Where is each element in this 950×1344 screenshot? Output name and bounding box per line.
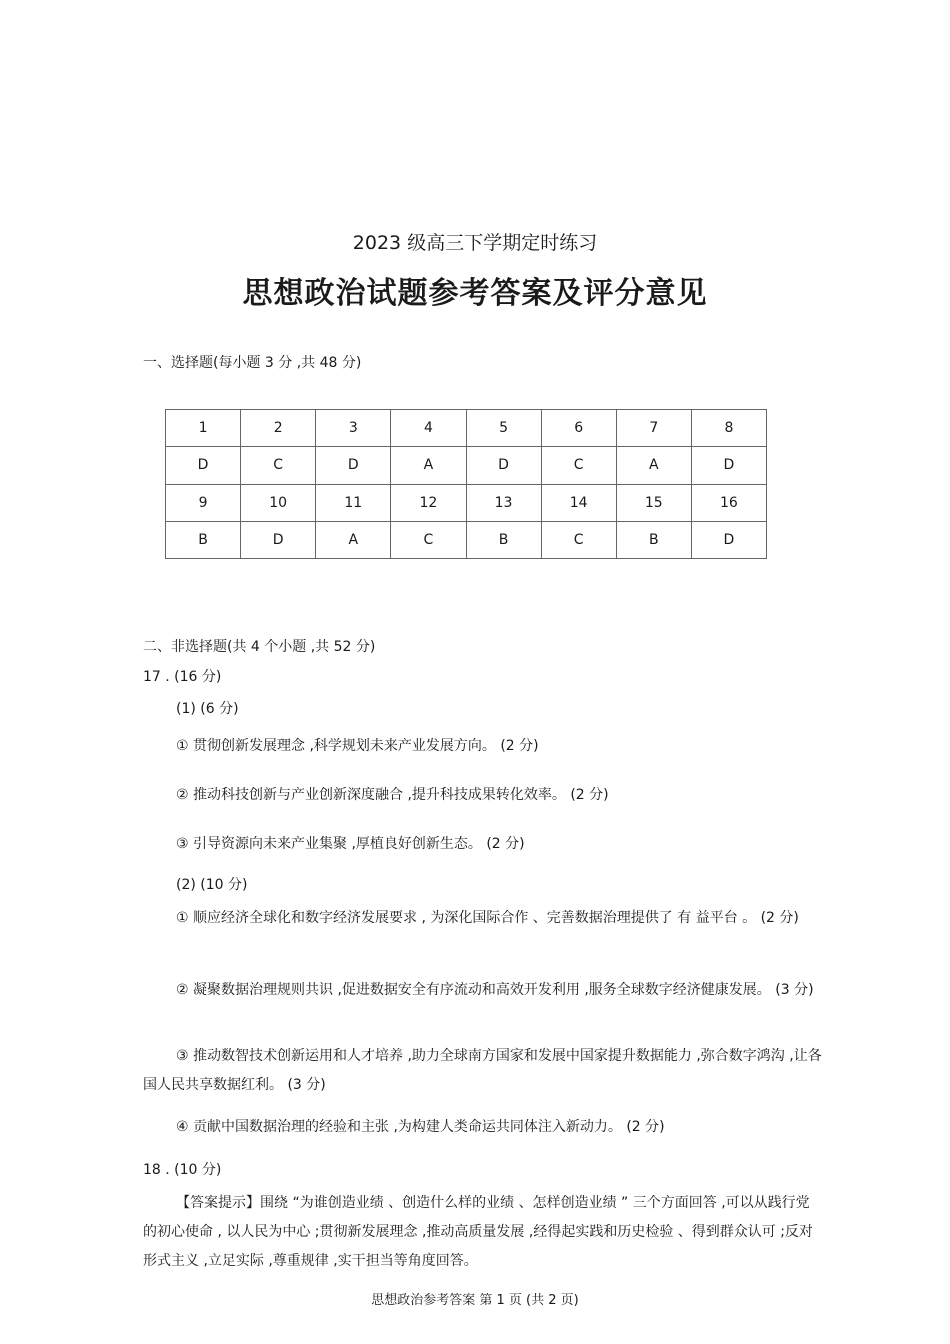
question-number-cell: 10 — [241, 484, 316, 521]
answer-cell: C — [391, 521, 466, 558]
question-number-cell: 11 — [316, 484, 391, 521]
section2-heading: 二、非选择题(共 4 个小题 ,共 52 分) — [143, 639, 376, 655]
q17-part1-item: ③ 引导资源向未来产业集聚 ,厚植良好创新生态。 (2 分) — [176, 836, 525, 852]
page-footer: 思想政治参考答案 第 1 页 (共 2 页) — [371, 1293, 579, 1308]
answer-cell: D — [466, 447, 541, 484]
answer-cell: D — [166, 447, 241, 484]
question-number-cell: 3 — [316, 410, 391, 447]
q17-part2-item: ③ 推动数智技术创新运用和人才培养 ,助力全球南方国家和发展中国家提升数据能力 ,弥合数字鸿沟 ,让各国人民共享数据红利。 (3 分) — [143, 1048, 822, 1093]
question-number-cell: 14 — [541, 484, 616, 521]
answer-cell: A — [316, 521, 391, 558]
page-title: 思想政治试题参考答案及评分意见 — [242, 276, 708, 311]
question-number-cell: 7 — [616, 410, 691, 447]
q18-label: 18 . (10 分) — [143, 1162, 222, 1178]
answer-cell: C — [541, 447, 616, 484]
answer-cell: D — [316, 447, 391, 484]
question-number-cell: 6 — [541, 410, 616, 447]
q17-part2-item: ① 顺应经济全球化和数字经济发展要求 , 为深化国际合作 、完善数据治理提供了 有 益平台 。 (2 分) — [176, 910, 799, 926]
answer-cell: A — [391, 447, 466, 484]
answer-cell: D — [691, 447, 766, 484]
answer-cell: B — [466, 521, 541, 558]
question-number-cell: 1 — [166, 410, 241, 447]
question-number-cell: 13 — [466, 484, 541, 521]
table-row — [166, 410, 767, 447]
answer-cell: B — [616, 521, 691, 558]
q17-label: 17 . (16 分) — [143, 669, 222, 685]
question-number-cell: 5 — [466, 410, 541, 447]
table-row — [166, 521, 767, 558]
question-number-cell: 12 — [391, 484, 466, 521]
answer-table — [165, 409, 767, 559]
q17-part2-item: ④ 贡献中国数据治理的经验和主张 ,为构建人类命运共同体注入新动力。 (2 分) — [176, 1119, 665, 1135]
q17-part1-item: ② 推动科技创新与产业创新深度融合 ,提升科技成果转化效率。 (2 分) — [176, 787, 609, 803]
question-number-cell: 16 — [691, 484, 766, 521]
question-number-cell: 15 — [616, 484, 691, 521]
question-number-cell: 9 — [166, 484, 241, 521]
answer-cell: D — [241, 521, 316, 558]
q17-part1-label: (1) (6 分) — [176, 701, 239, 717]
q17-part2-label: (2) (10 分) — [176, 877, 248, 893]
q18-answer: 【答案提示】围绕 “为谁创造业绩 、创造什么样的业绩 、怎样创造业绩 ” 三个方面回答 ,可以从践行党的初心使命 , 以人民为中心 ;贯彻新发展理念 ,推动高质量发展 ,经得起实践和历史检验 、得到群众认可 ;反对形式主义 ,立足实际 ,尊重规律 ,实干担当等角度回答。 — [143, 1195, 813, 1269]
question-number-cell: 2 — [241, 410, 316, 447]
answer-cell: B — [166, 521, 241, 558]
question-number-cell: 4 — [391, 410, 466, 447]
exam-subtitle: 2023 级高三下学期定时练习 — [352, 232, 598, 254]
table-row — [166, 484, 767, 521]
answer-cell: C — [541, 521, 616, 558]
question-number-cell: 8 — [691, 410, 766, 447]
table-row — [166, 447, 767, 484]
q17-part1-item: ① 贯彻创新发展理念 ,科学规划未来产业发展方向。 (2 分) — [176, 738, 539, 754]
q17-part2-item: ② 凝聚数据治理规则共识 ,促进数据安全有序流动和高效开发利用 ,服务全球数字经济健康发展。 (3 分) — [176, 982, 814, 998]
answer-cell: D — [691, 521, 766, 558]
answer-cell: C — [241, 447, 316, 484]
answer-cell: A — [616, 447, 691, 484]
section1-heading: 一、选择题(每小题 3 分 ,共 48 分) — [143, 355, 362, 371]
